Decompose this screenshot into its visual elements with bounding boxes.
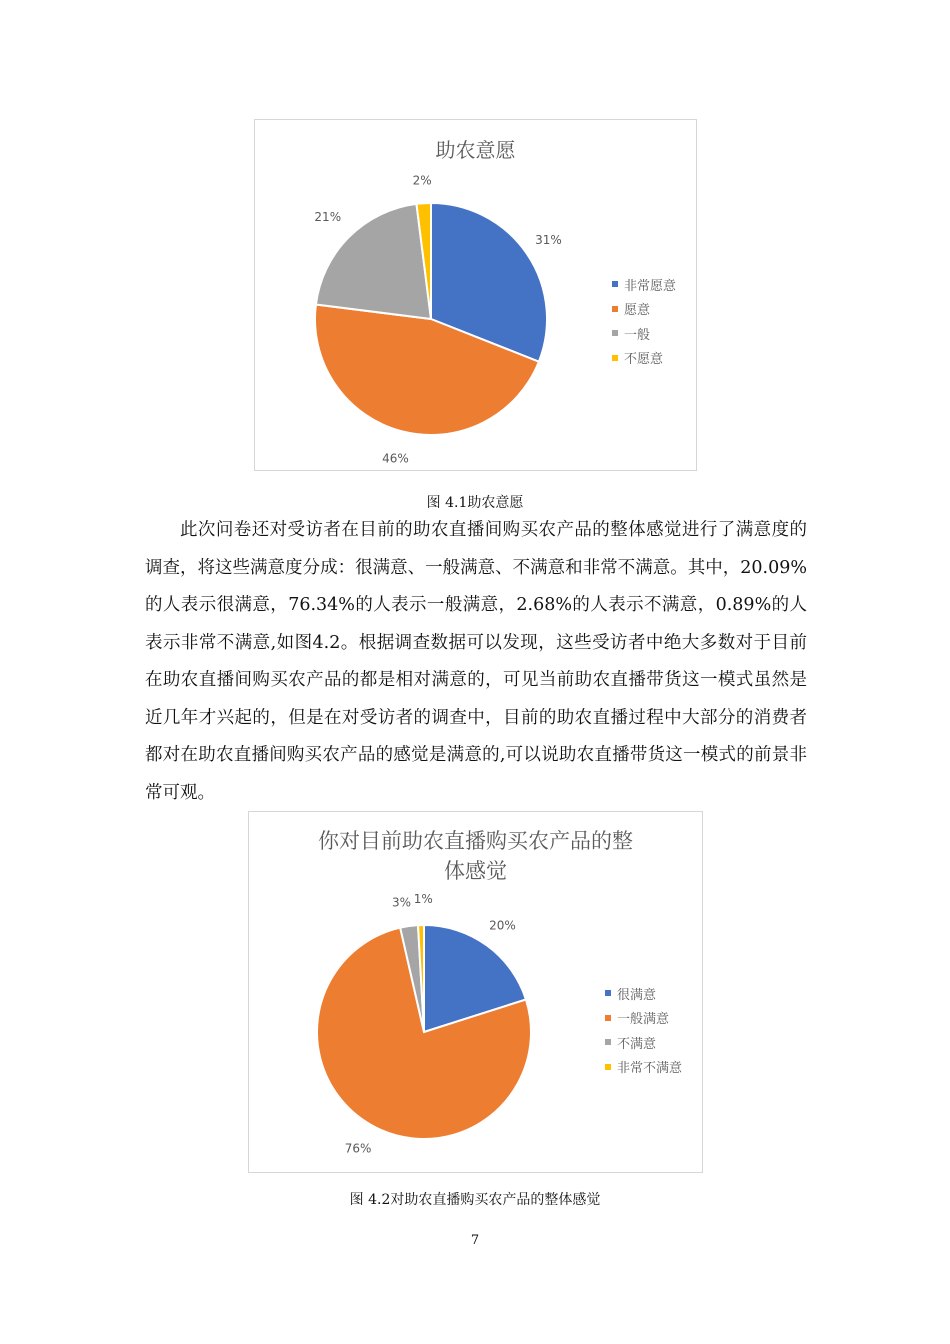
legend-item-1 [605, 981, 682, 1006]
legend-item-2 [612, 297, 676, 322]
legend-item-3 [605, 1030, 682, 1055]
body-paragraph: 此次问卷还对受访者在目前的助农直播间购买农产品的整体感觉进行了满意度的调查，将这些满意度分成：很满意、一般满意、不满意和非常不满意。其中，20.09%的人表示很满意，76.34%的人表示一般满意，2.68%的人表示不满意，0.89%的人表示非常不满意,如图4.2。根据调查数据可以发现，这些受访者中绝大多数对于目前在助农直播间购买农产品的都是相对满意的，可见当前助农直播带货这一模式虽然是近几年才兴起的，但是在对受访者的调查中，目前的助农直播过程中大部分的消费者都对在助农直播间购买农产品的感觉是满意的,可以说助农直播带货这一模式的前景非常可观。 [145, 520, 807, 803]
chart-overall-satisfaction [248, 811, 703, 1173]
data-label-2: 46% [382, 451, 409, 466]
legend-swatch [605, 1064, 611, 1070]
data-label-1: 31% [535, 233, 562, 248]
chart-title-line-2: 体感觉 [444, 859, 507, 883]
legend-swatch [612, 281, 618, 287]
chart-assisted-farming-willingness [254, 119, 697, 471]
data-label-4: 2% [412, 173, 432, 188]
legend-swatch [605, 1015, 611, 1021]
legend-label: 不满意 [617, 1036, 657, 1052]
chart-title: 助农意愿 [435, 138, 516, 162]
legend-swatch [605, 990, 611, 996]
legend-label: 一般满意 [617, 1012, 670, 1028]
legend-swatch [612, 330, 618, 336]
legend-swatch [612, 306, 618, 312]
chart-legend [605, 981, 682, 1079]
page-number: 7 [470, 1233, 480, 1248]
legend-label: 不愿意 [624, 352, 664, 368]
legend-label: 很满意 [617, 987, 657, 1003]
legend-label: 愿意 [624, 303, 651, 319]
legend-item-4 [605, 1055, 682, 1080]
legend-label: 一般 [624, 327, 651, 343]
legend-label: 非常不满意 [617, 1061, 683, 1077]
chart-legend [612, 272, 676, 370]
figure-caption: 图 4.1助农意愿 [426, 495, 524, 511]
legend-item-1 [612, 272, 676, 297]
figure-caption: 图 4.2对助农直播购买农产品的整体感觉 [349, 1192, 601, 1208]
legend-swatch [605, 1039, 611, 1045]
data-label-3: 21% [314, 209, 342, 224]
data-label-1: 20% [489, 918, 516, 933]
data-label-4: 1% [413, 892, 433, 907]
legend-item-2 [605, 1006, 682, 1031]
legend-label: 非常愿意 [624, 278, 677, 294]
legend-swatch [612, 355, 618, 361]
data-label-2: 76% [344, 1141, 372, 1156]
legend-item-4 [612, 346, 676, 371]
data-label-3: 3% [392, 895, 412, 910]
legend-item-3 [612, 321, 676, 346]
chart-title-line-1: 你对目前助农直播购买农产品的整 [318, 829, 633, 853]
